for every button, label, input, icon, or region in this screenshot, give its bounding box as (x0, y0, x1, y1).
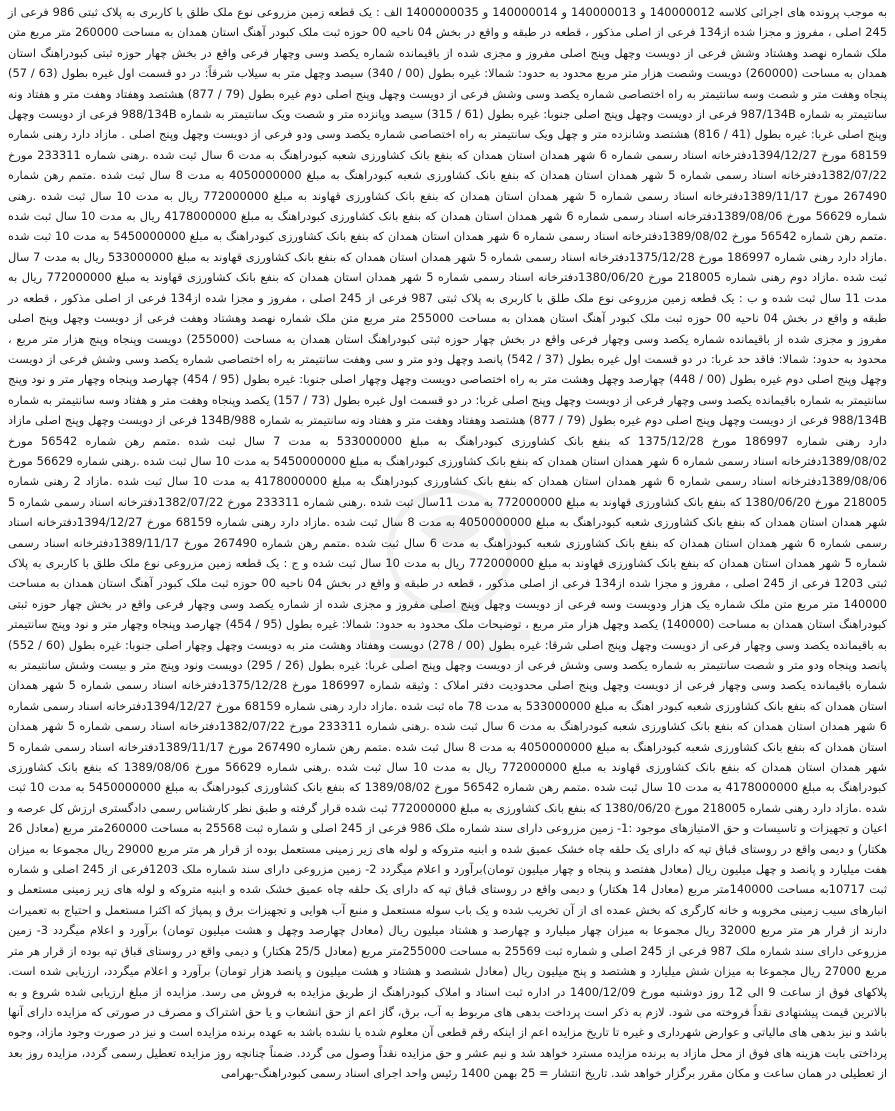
notice-body-text: به موجب پرونده های اجرائی کلاسه 140000012 و 140000013 و 140000014 و 1400000035 الف : یک قطعه زمین مزروعی نوع ملک طلق با کاربری به پلاک ثبتی 986 فرعی از 245 اصلی ، مفروز و مجزا شده از134 فرعی از اصلی مذکور ، قطعه در طبقه و واقع در بخش 04 ناحیه 00 حوزه ثبت ملک کبودر آهنگ استان همدان به مساحت 260000 متر مربع متن ملک شماره نهصد وهشتاد وشش فرعی از دویست وچهل وپنج اصلی مفروز و مجزی شده از باقیمانده شماره یکصد وسی وچهار فرعی واقع در بخش چهار حوزه ثبتی کبودراهنگ استان همدان به مساحت (260000) دویست وشصت هزار متر مربع محدود به حدود: شمالا: غیره بطول (00 / 340) سیصد وچهل متر به سیلاب شرقاً: در دو قسمت اول غیره بطول (63 / 57) پنجاه وهفت متر و شصت وسه سانتیمتر به راه اختصاصی شماره یکصد وسی وشش فرعی از دویست وچهل وپنج اصلی دوم غیره بطول (79 / 877) هشتصد وهفتاد وهفت متر و هفتاد ونه سانتیمتر به شماره 987/134B فرعی از دویست وچهل وپنج اصلی جنوبا: غیره بطول (61 / 315) سیصد وپانزده متر و شصت ویک سانتیمتر به شماره 988/134B فرعی از دویست وچهل وپنج اصلی غربا: غیره بطول (41 / 816) هشتصد وشانزده متر و چهل ویک سانتیمتر به راه اختصاصی شماره یکصد وسی ودو فرعی از دویست وچهل وپنج اصلی . مازاد دارد رهنی شماره 68159 مورخ 1394/12/27دفترخانه اسناد رسمی شماره 6 شهر همدان استان همدان که بنفع بانک کشاورزی شعبه کبودراهنگ به مدت 6 سال ثبت شده .رهنی شماره 233311 مورخ 1382/07/22دفترخانه اسناد رسمی شماره 5 شهر همدان استان همدان که بنفع بانک کشاورزی شعبه کبودراهنگ به مبلغ 4050000000 به مدت 8 سال ثبت شده .متمم رهن شماره 267490 مورخ 1389/11/17دفترخانه اسناد رسمی شماره 5 شهر همدان استان همدان که بنفع بانک کشاورزی قهاوند به مبلغ 772000000 ریال به مدت 10 سال ثبت شده .رهنی شماره 56629 مورخ 1389/08/06دفترخانه اسناد رسمی شماره 6 شهر همدان استان همدان که بنفع بانک کشاورزی کبودراهنگ به مبلغ 4178000000 ریال به مدت 10 سال ثبت شده .متمم رهن شماره 56542 مورخ 1389/08/02دفترخانه اسناد رسمی شماره 6 شهر همدان استان همدان که بنفع بانک کشاورزی کبودراهنگ به مبلغ 5450000000 به مدت 10 ثبت شده .مازاد دارد رهنی شماره 186997 مورخ 1375/12/28دفترخانه اسناد رسمی شماره 5 شهر همدان استان همدان که بنفع بانک کشاورزی قهاوند به مبلغ 533000000 ریال به مدت 7 سال ثبت شده .مازاد دوم رهنی شماره 218005 مورخ 1380/06/20دفترخانه اسناد رسمی شماره 5 شهر همدان استان همدان که بنفع بانک کشاورزی قهاوند به مبلغ 772000000 ریال به مدت 11 سال ثبت شده و ب : یک قطعه زمین مزروعی نوع ملک طلق با کاربری به پلاک ثبتی 987 فرعی از 245 اصلی ، مفروز و مجزا شده از134 فرعی از اصلی مذکور ، قطعه در طبقه و واقع در بخش 04 ناحیه 00 حوزه ثبت ملک کبودر آهنگ استان همدان به مساحت 255000 متر مربع متن ملک شماره نهصد وهشتاد وهفت فرعی از دویست وچهل وپنج اصلی مفروز و مجزی شده از باقیمانده شماره یکصد وسی وچهار فرعی واقع در بخش چهار حوزه ثبتی کبودراهنگ استان همدان به مساحت (255000) دویست وپنجاه وپنج هزار متر مربع ، محدود به حدود: شمالا: فاقد حد غربا: در دو قسمت اول غیره بطول (37 / 542) پانصد وچهل ودو متر و سی وهفت سانتیمتر به راه اختصاصی شماره یکصد وسی وشش فرعی از دویست وچهل وپنج اصلی دوم غیره بطول (00 / 448) چهارصد وچهل وهشت متر به راه اختصاصی دویست وچهل وچهار اصلی جنوبا: غیره بطول (95 / 454) چهارصد وپنجاه وچهار متر و نود وپنج سانتیمتر به شماره باقیمانده یکصد وسی وچهار فرعی از دویست وچهل وپنج اصلی غربا: در دو قسمت اول غیره بطول (73 / 157) یکصد وپنجاه وهفت متر و هفتاد وسه سانتیمتر به شماره 988/134B فرعی از دویست وچهل وپنج اصلی دوم غیره بطول (79 / 877) هشتصد وهفتاد وهفت متر و هفتاد ونه سانتیمتر به شماره 134B/988 فرعی از دویست وچهل وپنج اصلی مازاد دارد رهنی شماره 186997 مورخ 1375/12/28 که بنفع بانک کشاورزی کبودراهنگ به مبلغ 533000000 به مدت 7 سال ثبت شده .متمم رهن شماره 56542 مورخ 1389/08/02دفترخانه اسناد رسمی شماره 6 شهر همدان استان همدان که بنفع بانک کشاورزی کبودراهنگ به مبلغ 5450000000 به مدت 10 سال ثبت شده .رهنی شماره 56629 مورخ 1389/08/06دفترخانه اسناد رسمی شماره 6 شهر همدان استان همدان که بنفع بانک کشاورزی کبودراهنگ به مبلغ 4178000000 به مدت 10 سال ثبت شده .مازاد 2 رهنی شماره 218005 مورخ 1380/06/20 که بنفع بانک کشاورزی قهاوند به مبلغ 772000000 به مدت 11سال ثبت شده .رهنی شماره 233311 مورخ 1382/07/22دفترخانه اسناد رسمی شماره 5 شهر همدان استان همدان که بنفع بانک کشاورزی شعبه کبودراهنگ به مبلغ 4050000000 به مدت 8 سال ثبت شده .مازاد دارد رهنی شماره 68159 مورخ 1394/12/27دفترخانه اسناد رسمی شماره 6 شهر همدان استان همدان که بنفع بانک کشاورزی شعبه کبودراهنگ به مدت 6 سال ثبت شده .متمم رهن شماره 267490 مورخ 1389/11/17دفترخانه اسناد رسمی شماره 5 شهر همدان استان همدان که بنفع بانک کشاورزی قهاوند به مبلغ 772000000 ریال به مدت 10 سال ثبت شده و ج : یک قطعه زمین مزروعی نوع ملک طلق با کاربری به پلاک ثبتی 1203 فرعی از 245 اصلی ، مفروز و مجزا شده از134 فرعی از اصلی مذکور ، قطعه در طبقه و واقع در بخش 04 ناحیه 00 حوزه ثبت ملک کبودر آهنگ استان همدان به مساحت 140000 متر مربع متن ملک شماره یک هزار ودویست وسه فرعی از دویست وچهل وپنج اصلی مفروز و مجزی شده از شماره یکصد وسی وچهار فرعی واقع در بخش چهار حوزه ثبتی کبودراهنگ استان همدان به مساحت (140000) یکصد وچهل هزار متر مربع ، توضیحات ملک محدود به حدود: شمالا: غیره بطول (95 / 454) چهارصد وپنجاه وچهار متر و نود وپنج سانتیمتر به باقیمانده یکصد وسی وچهار فرعی از دویست وچهل وپنج اصلی شرقا: غیره بطول (00 / 278) دویست وهفتاد وهشت متر به دویست وچهل وچهار اصلی جنوبا: غیره بطول (60 / 552) پانصد وپنجاه ودو متر و شصت سانتیمتر به شماره یکصد وسی وشش فرعی از دویست وچهل وپنج اصلی غربا: غیره بطول (26 / 295) دویست ونود وپنج متر و بیست وشش سانتیمتر به شماره باقیمانده یکصد وسی وچهار فرعی از دویست وچهل وپنج اصلی محدودیت دفتر املاک : وثیقه شماره 186997 مورخ 1375/12/28دفترخانه اسناد رسمی شماره 5 شهر همدان استان همدان که بنفع بانک کشاورزی شعبه کبودر اهنگ به مبلغ 533000000 به مدت 78 ماه ثبت شده .مازاد دارد رهنی شماره 68159 مورخ 1394/12/27دفترخانه اسناد رسمی شماره 6 شهر همدان استان همدان که بنفع بانک کشاورزی شعبه کبودراهنگ به مدت 6 سال ثبت شده .رهنی شماره 233311 مورخ 1382/07/22دفترخانه اسناد رسمی شماره 5 شهر همدان استان همدان که بنفع بانک کشاورزی شعبه کبودراهنگ به مبلغ 4050000000 به مدت 8 سال ثبت شده .متمم رهن شماره 267490 مورخ 1389/11/17دفترخانه اسناد رسمی شماره 5 شهر همدان استان همدان که بنفع بانک کشاورزی قهاوند به مبلغ 772000000 ریال به مدت 10 سال ثبت شده .رهنی شماره 56629 مورخ 1389/08/06 که بنفع بانک کشاورزی کبودراهنگ به مبلغ 4178000000 به مدت 10 سال ثبت شده .متمم رهن شماره 56542 مورخ 1389/08/02 که بنفع بانک کشاورزی کبودراهنگ به مبلغ 5450000000 به مدت 10 ثبت شده .مازاد دارد رهنی شماره 218005 مورخ 1380/06/20 که بنفع بانک کشاورزی به مبلغ 772000000 ثبت شده قرار گرفته و طبق نظر کارشناس رسمی دادگستری ارزش کل عرصه و اعیان و تجهیزات و تاسیسات و حق الامتیازهای موجود :1- زمین مزروعی دارای سند شماره ملک 986 فرعی از 245 اصلی و شماره ثبت 25568 به مساحت 260000متر مربع (معادل 26 هکتار) و دیمی واقع در روستای قباق تپه که دارای یک حلقه چاه خشک عمیق شده و ابنیه متروکه و لوله های زیر زمینی مستعمل بوده از قرار هر متر مربع 29000 ریال مجموعا به میزان هفت میلیارد و پانصد و چهل میلیون ریال (معادل هفتصد و پنجاه و چهار میلیون تومان)برآورد و اعلام میگردد 2- زمین مزروعی دارای سند شماره ملک 1203فرعی از 245 اصلی و شماره ثبت 10717به مساحت 140000متر مربع (معادل 14 هکتار) و دیمی واقع در روستای قباق تپه که دارای یک حلقه چاه عمیق خشک شده و ابنیه متروکه و لوله های زیر زمینی مستعمل و انبارهای سیب زمینی مخروبه و خانه کارگری که بخش عمده ای از آن تخریب شده و یک باب سوله مستعمل و منبع آب هوایی و تجهیزات برق و پمپاژ که اکثرا مستعمل و احتیاج به تعمیرات دارند از قرار هر متر مربع 32000 ریال مجموعا به میزان چهار میلیارد و چهارصد و هشتاد میلیون ریال (معادل چهارصد وچهل و هشت میلیون تومان) برآورد و اعلام میگردد 3- زمین مزروعی دارای سند شماره ملک 987 فرعی از 245 اصلی و شماره ثبت 25569 به مساحت 255000متر مربع (معادل 25/5 هکتار) و دیمی واقع در روستای قباق تپه بوده از قرار هر متر مربع 27000 ریال مجموعا به میزان شش میلیارد و هشتصد و پنج میلیون ریال (معادل ششصد و هشتاد و هشت میلیون و پانصد هزار تومان) برآورد و اعلام میگردد، ارزیابی شده است. پلاکهای فوق از ساعت 9 الی 12 روز دوشنبه مورخ 1400/12/09 در اداره ثبت اسناد و املاک کبودراهنگ از طریق مزایده به فروش می رسد. مزایده از مبلغ ارزیابی شده شروع و به بالاترین قیمت پیشنهادی نقداً فروخته می شود. لازم به ذکر است پرداخت بدهی های مربوط به آب، برق، گاز اعم از حق انشعاب و یا حق اشتراک و مصرف در صورتی که مزایده دارای آنها باشد و نیز بدهی های مالیاتی و عوارض شهرداری و غیره تا تاریخ مزایده اعم از اینکه رقم قطعی آن معلوم شده یا نشده باشد به عهده برنده مزایده است و نیز در صورت وجود مازاد، وجوه پرداختی بابت هزینه های فوق از محل مازاد به برنده مزایده مسترد خواهد شد و نیم عشر و حق مزایده نقداً وصول می گردد. ضمناً چنانچه روز مزایده تعطیل رسمی گردد، مزایده روز بعد از تعطیلی در همان ساعت و مکان مقرر برگزار خواهد شد. تاریخ انتشار = 25 بهمن 1400 رئیس واحد اجرای اسناد رسمی کبودراهنگ-بهرامی (7, 5, 888, 1081)
